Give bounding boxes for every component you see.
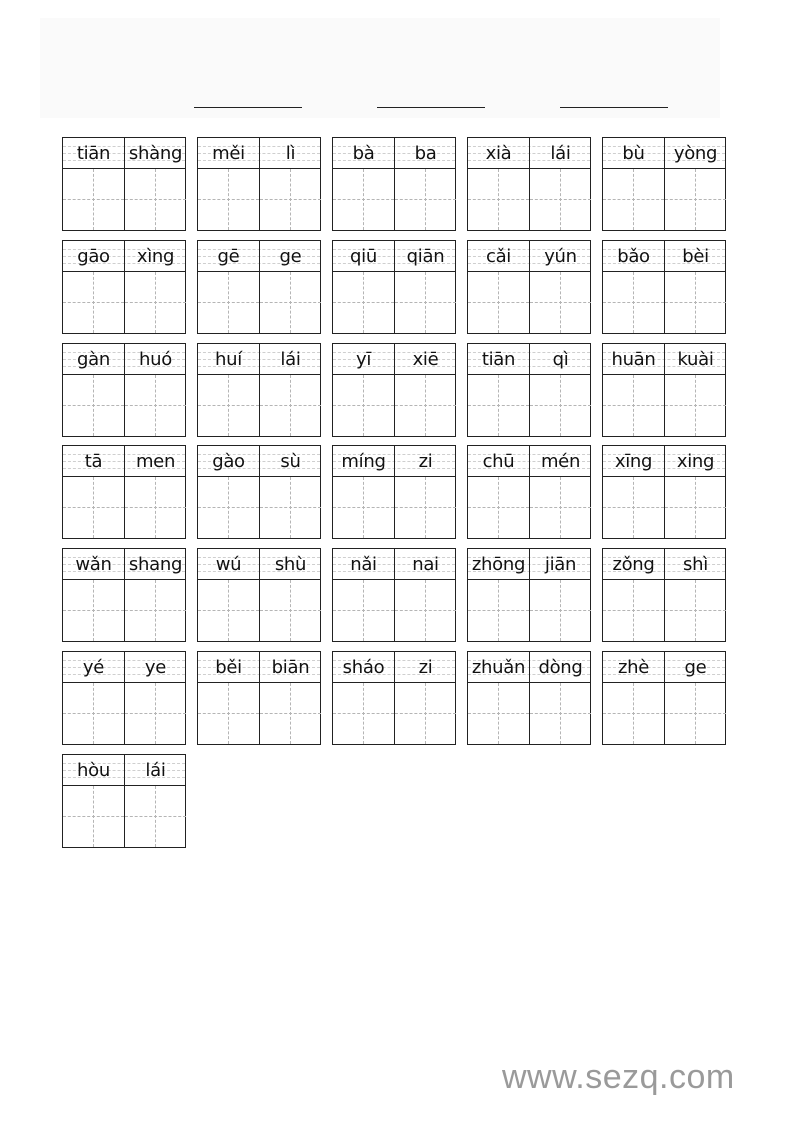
- character-writing-cell[interactable]: [260, 580, 321, 641]
- character-writing-cell[interactable]: [63, 786, 124, 847]
- pinyin-syllable: yòng: [673, 142, 718, 164]
- center-divider: [124, 241, 125, 333]
- character-writing-cell[interactable]: [198, 272, 259, 333]
- pinyin-syllable: nǎi: [350, 553, 377, 575]
- character-writing-cell[interactable]: [198, 580, 259, 641]
- center-divider: [394, 138, 395, 230]
- pinyin-syllable: huān: [611, 348, 656, 370]
- cell-guide-vertical: [228, 272, 229, 333]
- cell-guide-vertical: [425, 375, 426, 436]
- cell-guide-vertical: [695, 375, 696, 436]
- class-blank-line[interactable]: [194, 107, 302, 108]
- cell-guide-vertical: [93, 580, 94, 641]
- center-divider: [124, 652, 125, 744]
- character-writing-cell[interactable]: [125, 683, 186, 744]
- pinyin-syllable: xing: [676, 450, 715, 472]
- pinyin-syllable: ye: [144, 656, 167, 678]
- character-writing-cell[interactable]: [63, 272, 124, 333]
- word-box: [467, 240, 591, 334]
- cell-guide-vertical: [93, 683, 94, 744]
- center-divider: [124, 755, 125, 847]
- character-writing-cell[interactable]: [63, 580, 124, 641]
- character-writing-cell[interactable]: [260, 477, 321, 538]
- cell-guide-vertical: [363, 375, 364, 436]
- center-divider: [529, 344, 530, 436]
- pinyin-syllable: bà: [352, 142, 375, 164]
- pinyin-syllable: gào: [212, 450, 245, 472]
- word-box: [332, 343, 456, 437]
- pinyin-syllable: xiē: [412, 348, 439, 370]
- cell-guide-vertical: [228, 169, 229, 230]
- center-divider: [664, 549, 665, 641]
- cell-guide-vertical: [695, 477, 696, 538]
- pinyin-syllable: tiān: [481, 348, 516, 370]
- pinyin-syllable: lái: [280, 348, 301, 370]
- cell-guide-vertical: [155, 477, 156, 538]
- character-writing-cell[interactable]: [665, 272, 726, 333]
- word-box: [62, 343, 186, 437]
- cell-guide-vertical: [155, 375, 156, 436]
- center-divider: [259, 652, 260, 744]
- center-divider: [259, 138, 260, 230]
- cell-guide-vertical: [498, 477, 499, 538]
- score-blank-line[interactable]: [560, 107, 668, 108]
- character-writing-cell[interactable]: [468, 272, 529, 333]
- character-writing-cell[interactable]: [395, 272, 456, 333]
- pinyin-syllable: lái: [145, 759, 166, 781]
- cell-guide-vertical: [290, 272, 291, 333]
- pinyin-syllable: bèi: [682, 245, 709, 267]
- character-writing-cell[interactable]: [665, 683, 726, 744]
- pinyin-syllable: mén: [540, 450, 581, 472]
- center-divider: [664, 138, 665, 230]
- pinyin-syllable: zǒng: [612, 553, 655, 575]
- pinyin-syllable: běi: [215, 656, 242, 678]
- center-divider: [394, 344, 395, 436]
- pinyin-syllable: shàng: [128, 142, 183, 164]
- cell-guide-vertical: [363, 683, 364, 744]
- word-box: [332, 137, 456, 231]
- cell-guide-vertical: [290, 580, 291, 641]
- cell-guide-vertical: [560, 477, 561, 538]
- character-writing-cell[interactable]: [468, 683, 529, 744]
- pinyin-syllable: ge: [684, 656, 707, 678]
- pinyin-syllable: lì: [285, 142, 296, 164]
- cell-guide-vertical: [363, 169, 364, 230]
- word-box: [602, 548, 726, 642]
- pinyin-syllable: zhuǎn: [471, 656, 526, 678]
- cell-guide-vertical: [633, 375, 634, 436]
- header-area: [40, 18, 720, 118]
- character-writing-cell[interactable]: [665, 580, 726, 641]
- pinyin-syllable: měi: [212, 142, 245, 164]
- pinyin-syllable: bù: [622, 142, 645, 164]
- character-writing-cell[interactable]: [530, 580, 591, 641]
- character-writing-cell[interactable]: [125, 375, 186, 436]
- cell-guide-vertical: [425, 477, 426, 538]
- cell-guide-vertical: [290, 375, 291, 436]
- word-box: [62, 137, 186, 231]
- cell-guide-vertical: [155, 169, 156, 230]
- character-writing-cell[interactable]: [603, 683, 664, 744]
- pinyin-syllable: zi: [418, 450, 433, 472]
- center-divider: [529, 549, 530, 641]
- pinyin-syllable: chū: [482, 450, 515, 472]
- pinyin-syllable: biān: [271, 656, 310, 678]
- cell-guide-vertical: [560, 580, 561, 641]
- cell-guide-vertical: [633, 683, 634, 744]
- cell-guide-vertical: [93, 477, 94, 538]
- center-divider: [124, 344, 125, 436]
- pinyin-syllable: xīng: [614, 450, 653, 472]
- word-box: [602, 651, 726, 745]
- cell-guide-vertical: [228, 683, 229, 744]
- word-box: [62, 754, 186, 848]
- pinyin-syllable: gē: [217, 245, 240, 267]
- word-box: [197, 651, 321, 745]
- pinyin-syllable: qì: [552, 348, 569, 370]
- word-box: [197, 240, 321, 334]
- character-writing-cell[interactable]: [603, 169, 664, 230]
- pinyin-syllable: yī: [355, 348, 372, 370]
- cell-guide-vertical: [290, 477, 291, 538]
- pinyin-syllable: zhè: [617, 656, 650, 678]
- pinyin-syllable: xià: [485, 142, 512, 164]
- word-box: [197, 548, 321, 642]
- pinyin-syllable: jiān: [544, 553, 577, 575]
- word-box: [332, 240, 456, 334]
- cell-guide-vertical: [498, 683, 499, 744]
- character-writing-cell[interactable]: [468, 580, 529, 641]
- cell-guide-vertical: [560, 272, 561, 333]
- word-box: [332, 651, 456, 745]
- center-divider: [259, 446, 260, 538]
- cell-guide-vertical: [228, 375, 229, 436]
- character-writing-cell[interactable]: [63, 169, 124, 230]
- cell-guide-vertical: [560, 375, 561, 436]
- word-box: [467, 343, 591, 437]
- character-writing-cell[interactable]: [333, 375, 394, 436]
- character-writing-cell[interactable]: [260, 169, 321, 230]
- cell-guide-vertical: [155, 272, 156, 333]
- word-box: [62, 548, 186, 642]
- center-divider: [124, 446, 125, 538]
- character-writing-cell[interactable]: [63, 375, 124, 436]
- cell-guide-vertical: [695, 169, 696, 230]
- word-box: [467, 651, 591, 745]
- cell-guide-vertical: [560, 683, 561, 744]
- pinyin-syllable: nai: [412, 553, 439, 575]
- character-writing-cell[interactable]: [125, 580, 186, 641]
- center-divider: [394, 652, 395, 744]
- pinyin-syllable: gāo: [77, 245, 110, 267]
- pinyin-syllable: hòu: [77, 759, 110, 781]
- character-writing-cell[interactable]: [603, 580, 664, 641]
- cell-guide-vertical: [425, 580, 426, 641]
- center-divider: [394, 446, 395, 538]
- word-box: [197, 445, 321, 539]
- word-box: [62, 651, 186, 745]
- cell-guide-vertical: [498, 580, 499, 641]
- cell-guide-vertical: [363, 272, 364, 333]
- character-writing-cell[interactable]: [125, 169, 186, 230]
- pinyin-syllable: qiū: [350, 245, 377, 267]
- word-box: [602, 240, 726, 334]
- character-writing-cell[interactable]: [260, 683, 321, 744]
- character-writing-cell[interactable]: [468, 375, 529, 436]
- pinyin-syllable: qiān: [406, 245, 445, 267]
- center-divider: [259, 241, 260, 333]
- pinyin-syllable: yé: [82, 656, 105, 678]
- pinyin-syllable: tā: [84, 450, 103, 472]
- pinyin-syllable: míng: [341, 450, 386, 472]
- character-writing-cell[interactable]: [333, 272, 394, 333]
- word-box: [467, 137, 591, 231]
- pinyin-syllable: tiān: [76, 142, 111, 164]
- cell-guide-vertical: [498, 272, 499, 333]
- pinyin-syllable: wǎn: [75, 553, 112, 575]
- character-writing-cell[interactable]: [198, 477, 259, 538]
- cell-guide-vertical: [633, 169, 634, 230]
- center-divider: [529, 241, 530, 333]
- pinyin-syllable: shì: [683, 553, 708, 575]
- center-divider: [664, 446, 665, 538]
- center-divider: [259, 344, 260, 436]
- center-divider: [259, 549, 260, 641]
- center-divider: [394, 549, 395, 641]
- center-divider: [124, 549, 125, 641]
- character-writing-cell[interactable]: [395, 375, 456, 436]
- center-divider: [664, 652, 665, 744]
- cell-guide-vertical: [425, 169, 426, 230]
- character-writing-cell[interactable]: [63, 683, 124, 744]
- cell-guide-vertical: [363, 580, 364, 641]
- character-writing-cell[interactable]: [395, 580, 456, 641]
- cell-guide-vertical: [633, 580, 634, 641]
- pinyin-syllable: huí: [215, 348, 242, 370]
- character-writing-cell[interactable]: [198, 683, 259, 744]
- pinyin-syllable: ge: [279, 245, 302, 267]
- cell-guide-vertical: [695, 683, 696, 744]
- cell-guide-vertical: [695, 272, 696, 333]
- word-box: [197, 343, 321, 437]
- cell-guide-vertical: [695, 580, 696, 641]
- pinyin-syllable: cǎi: [485, 245, 512, 267]
- character-writing-cell[interactable]: [603, 375, 664, 436]
- character-writing-cell[interactable]: [333, 477, 394, 538]
- character-writing-cell[interactable]: [198, 169, 259, 230]
- pinyin-syllable: sù: [280, 450, 301, 472]
- character-writing-cell[interactable]: [665, 169, 726, 230]
- center-divider: [394, 241, 395, 333]
- pinyin-syllable: shù: [274, 553, 307, 575]
- character-writing-cell[interactable]: [333, 169, 394, 230]
- word-box: [602, 445, 726, 539]
- center-divider: [529, 652, 530, 744]
- cell-guide-vertical: [498, 169, 499, 230]
- center-divider: [664, 241, 665, 333]
- watermark: www.sezq.com: [502, 1058, 735, 1096]
- word-box: [62, 240, 186, 334]
- character-writing-cell[interactable]: [198, 375, 259, 436]
- pinyin-syllable: lái: [550, 142, 571, 164]
- cell-guide-vertical: [93, 375, 94, 436]
- cell-guide-vertical: [93, 786, 94, 847]
- character-writing-cell[interactable]: [333, 683, 394, 744]
- center-divider: [124, 138, 125, 230]
- character-writing-cell[interactable]: [125, 477, 186, 538]
- word-box: [602, 343, 726, 437]
- pinyin-syllable: zhōng: [471, 553, 526, 575]
- word-box: [332, 445, 456, 539]
- character-writing-cell[interactable]: [530, 272, 591, 333]
- cell-guide-vertical: [155, 683, 156, 744]
- pinyin-syllable: sháo: [342, 656, 385, 678]
- character-writing-cell[interactable]: [530, 477, 591, 538]
- center-divider: [664, 344, 665, 436]
- pinyin-syllable: yún: [544, 245, 577, 267]
- character-writing-cell[interactable]: [665, 477, 726, 538]
- character-writing-cell[interactable]: [395, 683, 456, 744]
- pinyin-syllable: zi: [418, 656, 433, 678]
- pinyin-syllable: xìng: [136, 245, 175, 267]
- word-box: [602, 137, 726, 231]
- word-box: [197, 137, 321, 231]
- word-box: [467, 548, 591, 642]
- cell-guide-vertical: [363, 477, 364, 538]
- name-blank-line[interactable]: [377, 107, 485, 108]
- word-box: [332, 548, 456, 642]
- cell-guide-vertical: [498, 375, 499, 436]
- character-writing-cell[interactable]: [125, 786, 186, 847]
- character-writing-cell[interactable]: [260, 375, 321, 436]
- character-writing-cell[interactable]: [603, 272, 664, 333]
- cell-guide-vertical: [633, 272, 634, 333]
- pinyin-syllable: huó: [139, 348, 172, 370]
- pinyin-syllable: dòng: [538, 656, 583, 678]
- center-divider: [529, 446, 530, 538]
- pinyin-syllable: ba: [414, 142, 437, 164]
- character-writing-cell[interactable]: [530, 683, 591, 744]
- character-writing-cell[interactable]: [125, 272, 186, 333]
- character-writing-cell[interactable]: [260, 272, 321, 333]
- character-writing-cell[interactable]: [665, 375, 726, 436]
- cell-guide-vertical: [290, 169, 291, 230]
- cell-guide-vertical: [290, 683, 291, 744]
- cell-guide-vertical: [425, 272, 426, 333]
- character-writing-cell[interactable]: [395, 477, 456, 538]
- cell-guide-vertical: [425, 683, 426, 744]
- cell-guide-vertical: [93, 169, 94, 230]
- pinyin-syllable: men: [135, 450, 176, 472]
- character-writing-cell[interactable]: [603, 477, 664, 538]
- cell-guide-vertical: [155, 580, 156, 641]
- character-writing-cell[interactable]: [63, 477, 124, 538]
- pinyin-syllable: gàn: [77, 348, 110, 370]
- center-divider: [529, 138, 530, 230]
- cell-guide-vertical: [560, 169, 561, 230]
- character-writing-cell[interactable]: [395, 169, 456, 230]
- character-writing-cell[interactable]: [468, 169, 529, 230]
- cell-guide-vertical: [155, 786, 156, 847]
- pinyin-syllable: bǎo: [617, 245, 650, 267]
- word-box: [62, 445, 186, 539]
- character-writing-cell[interactable]: [530, 375, 591, 436]
- pinyin-syllable: kuài: [677, 348, 714, 370]
- character-writing-cell[interactable]: [333, 580, 394, 641]
- cell-guide-vertical: [228, 580, 229, 641]
- pinyin-syllable: shang: [128, 553, 183, 575]
- cell-guide-vertical: [633, 477, 634, 538]
- word-box: [467, 445, 591, 539]
- pinyin-syllable: wú: [215, 553, 242, 575]
- character-writing-cell[interactable]: [530, 169, 591, 230]
- cell-guide-vertical: [228, 477, 229, 538]
- character-writing-cell[interactable]: [468, 477, 529, 538]
- cell-guide-vertical: [93, 272, 94, 333]
